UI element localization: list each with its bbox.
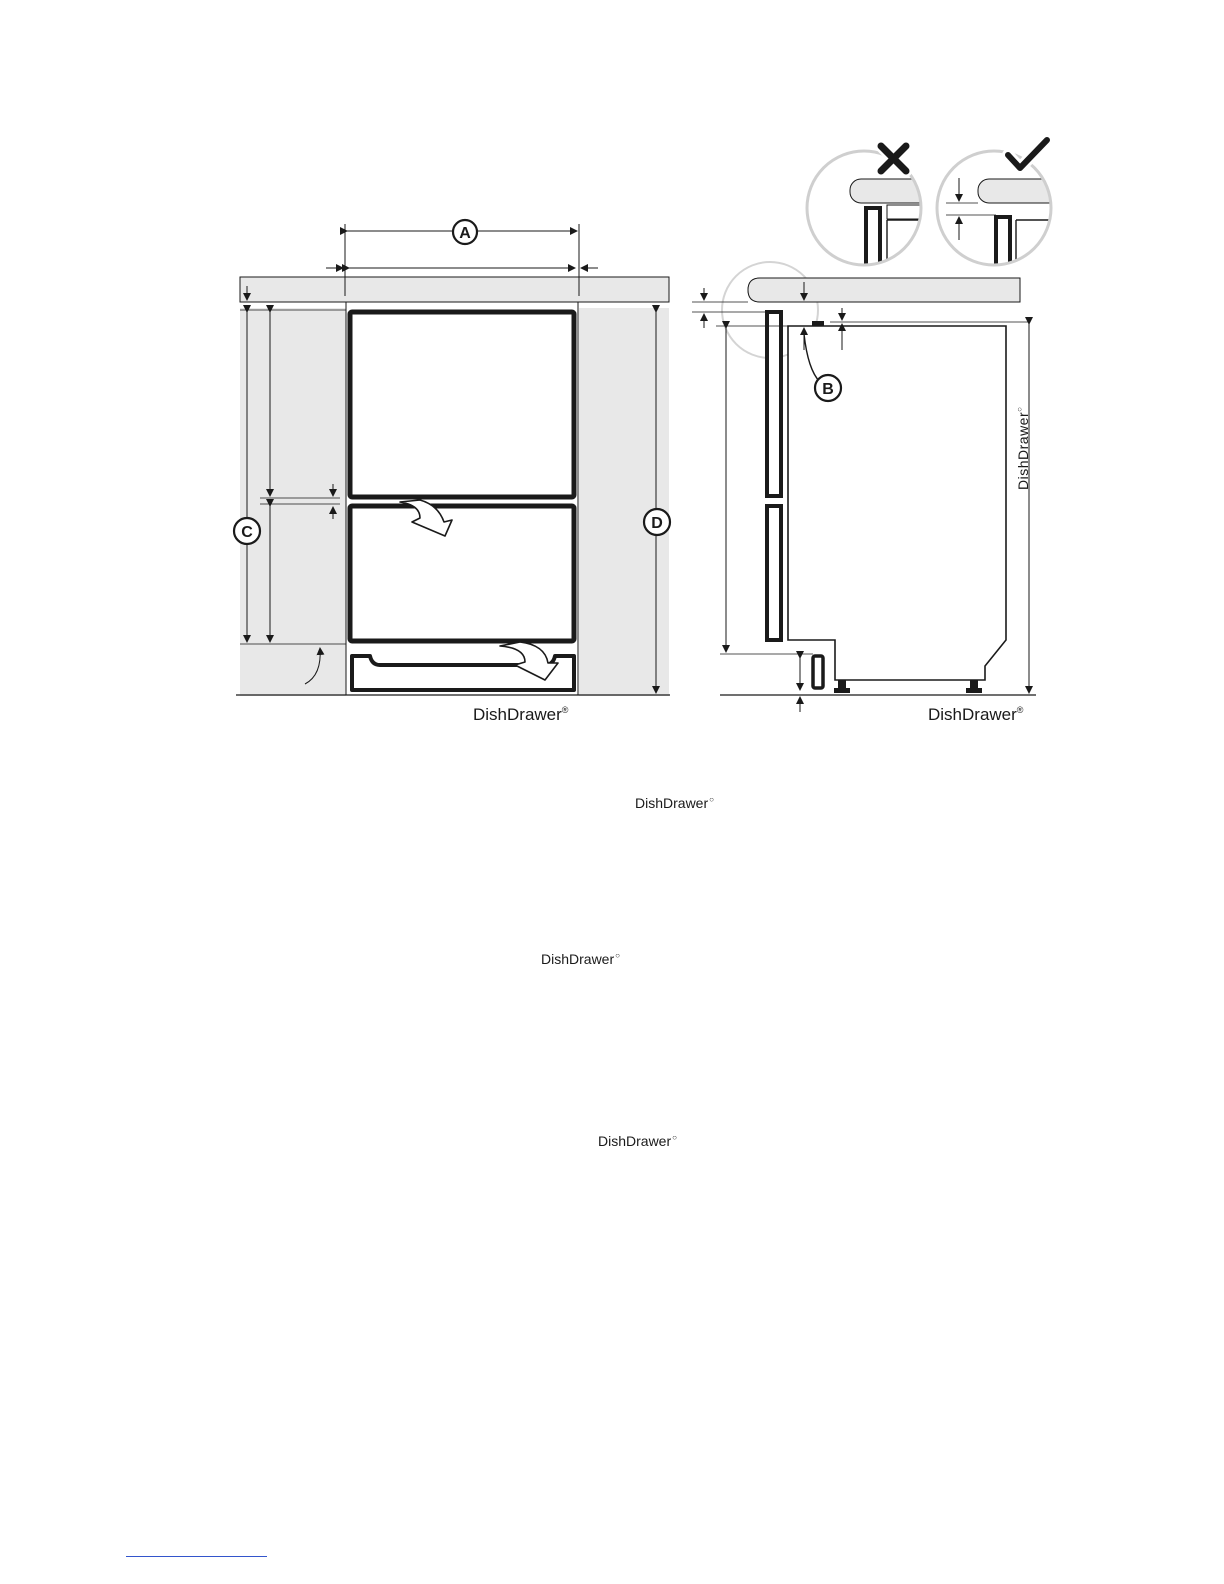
detail-correct	[937, 140, 1068, 287]
front-view	[234, 220, 670, 724]
side-body-brand-label: DishDrawer○	[1015, 406, 1031, 490]
detail-incorrect	[807, 146, 930, 278]
benchtop	[240, 277, 669, 302]
body-brand-mention-1: DishDrawer○	[635, 795, 714, 811]
callout-b-label: B	[822, 381, 834, 398]
callout-c-label: C	[241, 524, 253, 541]
side-upper-door	[767, 312, 781, 496]
correct-check-icon	[1008, 140, 1047, 168]
footer-link-underline[interactable]	[126, 1556, 267, 1557]
body-brand-mention-2: DishDrawer○	[541, 951, 620, 967]
upper-drawer-panel	[350, 312, 574, 497]
callout-b	[815, 375, 841, 401]
side-toe-kick	[813, 656, 823, 688]
left-cabinet	[240, 308, 346, 696]
lower-drawer-panel	[350, 506, 574, 641]
side-view	[692, 262, 1036, 724]
callout-c	[234, 518, 260, 544]
callout-a-label: A	[459, 225, 471, 242]
installation-diagram	[0, 0, 1224, 760]
callout-a	[453, 220, 477, 244]
side-view-brand-label: DishDrawer®	[928, 705, 1024, 724]
callout-d-label: D	[651, 515, 663, 532]
callout-d	[644, 509, 670, 535]
body-brand-mention-3: DishDrawer○	[598, 1133, 677, 1149]
front-view-brand-label: DishDrawer®	[473, 705, 569, 724]
side-lower-door	[767, 506, 781, 640]
